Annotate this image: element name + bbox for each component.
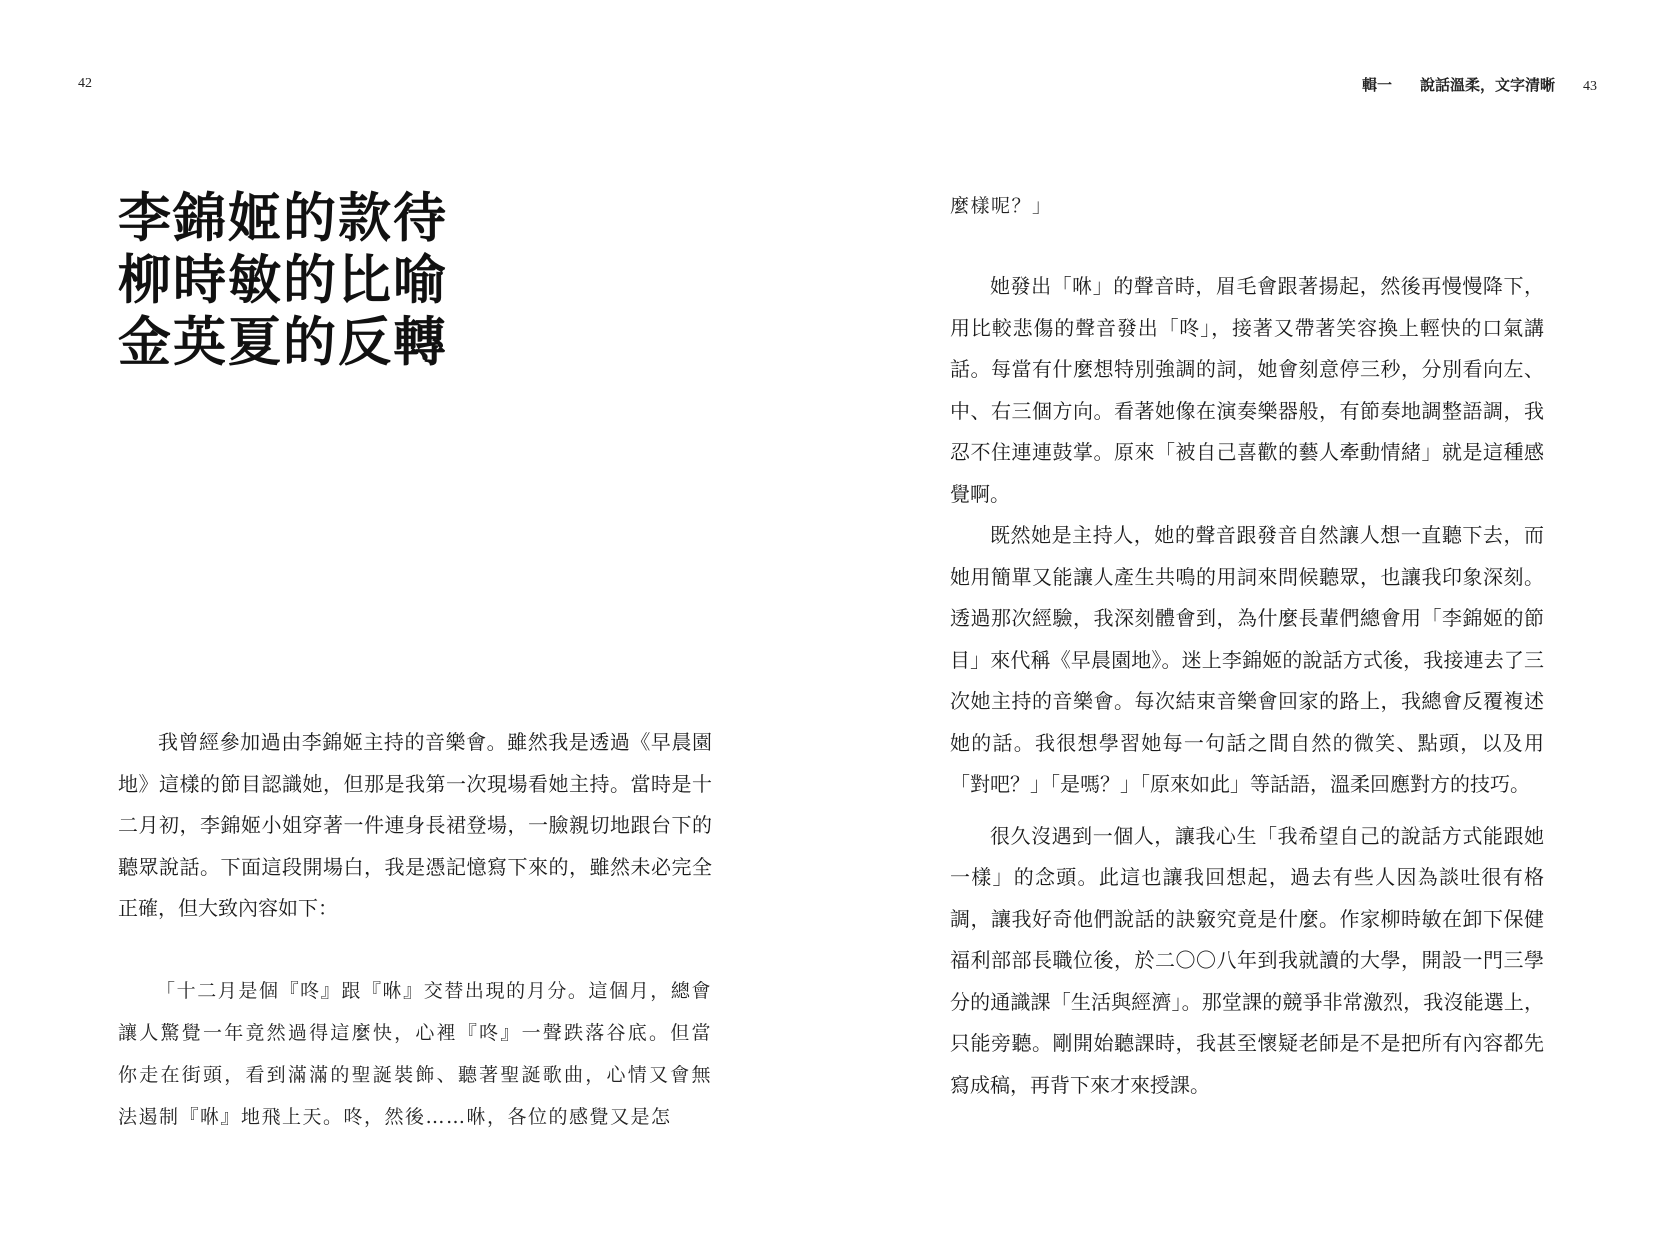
- running-head: [1362, 74, 1597, 95]
- left-body-text: [118, 722, 712, 930]
- right-page-number: 43: [1583, 79, 1597, 94]
- right-body-text: [950, 266, 1544, 1106]
- left-page-number: 42: [78, 76, 92, 91]
- left-paragraph-1: 我曾經參加過由李錦姬主持的音樂會。雖然我是透過《早晨園地》這樣的節目認識她，但那是我第一次現場看她主持。當時是十二月初，李錦姬小姐穿著一件連身長裙登場，一臉親切地跟台下的聽眾說話。下面這段開場白，我是憑記憶寫下來的，雖然未必完全正確，但大致內容如下：: [118, 730, 712, 920]
- right-paragraph-2: 既然她是主持人，她的聲音跟發音自然讓人想一直聽下去，而她用簡單又能讓人產生共鳴的用詞來問候聽眾，也讓我印象深刻。透過那次經驗，我深刻體會到，為什麼長輩們總會用「李錦姬的節目」來代稱《早晨園地》。迷上李錦姬的說話方式後，我接連去了三次她主持的音樂會。每次結束音樂會回家的路上，我總會反覆複述她的話。我很想學習她每一句話之間自然的微笑、點頭，以及用「對吧？」「是嗎？」「原來如此」等話語，溫柔回應對方的技巧。: [950, 523, 1544, 796]
- title-line-1: 李錦姬的款待: [118, 188, 448, 249]
- opening-remarks-quote: [118, 970, 712, 1138]
- chapter-title: [118, 188, 678, 374]
- quote-paragraph: 「十二月是個『咚』跟『咻』交替出現的月分。這個月，總會讓人驚覺一年竟然過得這麼快，心裡『咚』一聲跌落谷底。但當你走在街頭，看到滿滿的聖誕裝飾、聽著聖誕歌曲，心情又會無法遏制『咻』地飛上天。咚，然後……咻，各位的感覺又是怎: [118, 980, 712, 1128]
- title-line-3: 金英夏的反轉: [118, 312, 448, 373]
- right-paragraph-1: 她發出「咻」的聲音時，眉毛會跟著揚起，然後再慢慢降下，用比較悲傷的聲音發出「咚」，接著又帶著笑容換上輕快的口氣講話。每當有什麼想特別強調的詞，她會刻意停三秒，分別看向左、中、右三個方向。看著她像在演奏樂器般，有節奏地調整語調，我忍不住連連鼓掌。原來「被自己喜歡的藝人牽動情緒」就是這種感覺啊。: [950, 274, 1544, 506]
- running-head-chapter: 說話溫柔，文字清晰: [1419, 76, 1555, 94]
- running-head-section: 輯一: [1361, 76, 1392, 94]
- right-paragraph-3: 很久沒遇到一個人，讓我心生「我希望自己的說話方式能跟她一樣」的念頭。此這也讓我回想起，過去有些人因為談吐很有格調，讓我好奇他們說話的訣竅究竟是什麼。作家柳時敏在卸下保健福利部部長職位後，於二〇〇八年到我就讀的大學，開設一門三學分的通識課「生活與經濟」。那堂課的競爭非常激烈，我沒能選上，只能旁聽。剛開始聽課時，我甚至懷疑老師是不是把所有內容都先寫成稿，再背下來才來授課。: [950, 823, 1544, 1097]
- quote-continuation: 麼樣呢？」: [950, 195, 1053, 217]
- title-line-2: 柳時敏的比喻: [118, 250, 448, 311]
